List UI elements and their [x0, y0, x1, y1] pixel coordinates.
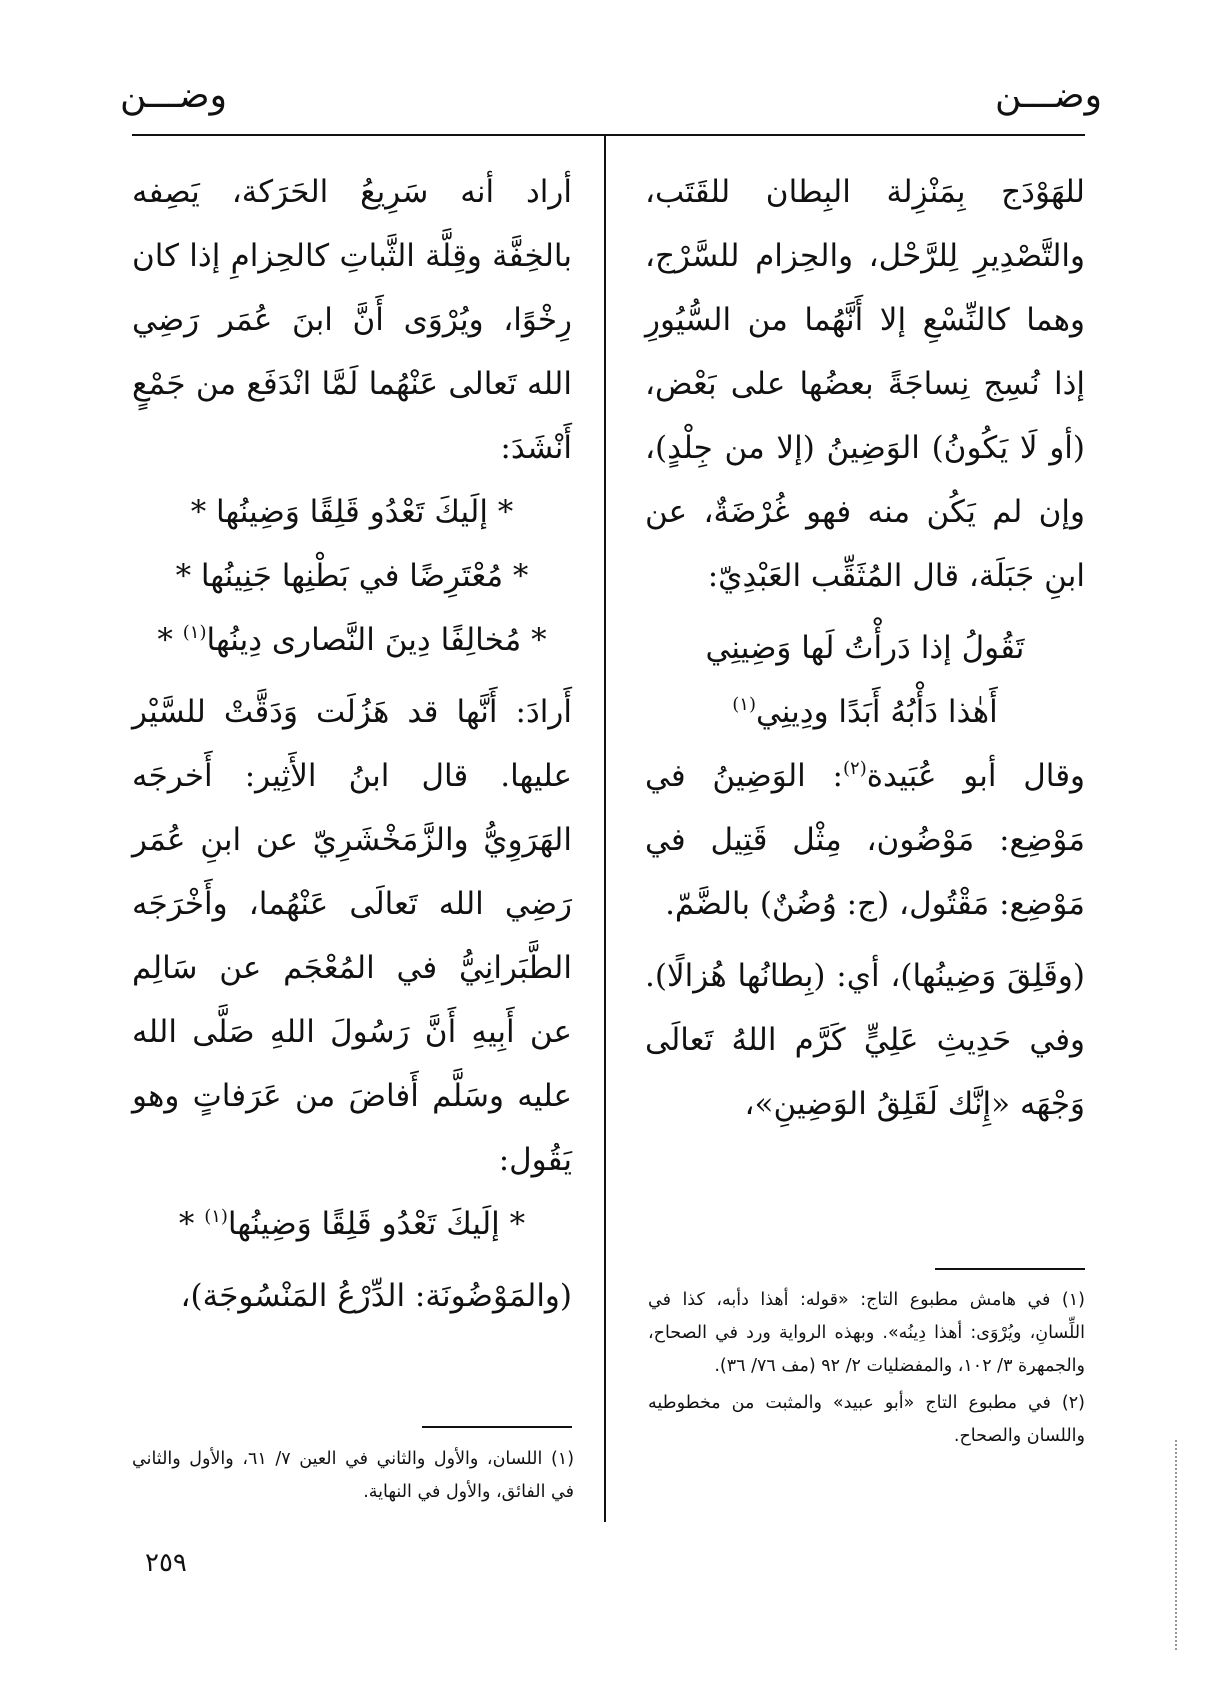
- left-verse-4: [132, 1192, 572, 1256]
- right-paragraph-2-start: وقال أبو عُبَيدة: [866, 758, 1085, 794]
- right-footnote-rule: [935, 1268, 1085, 1270]
- left-verse-3: [132, 608, 572, 672]
- scan-edge-marks: [1175, 1440, 1179, 1650]
- left-verse-3-text: * مُخالِفًا دِينَ النَّصارى دِينُها: [206, 622, 547, 658]
- column-divider: [604, 136, 606, 1522]
- right-footnotes: [648, 1284, 1085, 1457]
- right-verse-2: [645, 680, 1085, 744]
- left-verse-2: * مُعْتَرِضًا في بَطْنِها جَنِينُها *: [175, 558, 529, 594]
- right-paragraph-2-rest: : الوَضِينُ في مَوْضِع: مَوْضُون، مِثْل قَتِيل في مَوْضِع: مَقْتُول، (ج: وُضُنٌ) بالضَّمّ.: [645, 758, 1085, 922]
- right-paragraph-2: [645, 744, 1085, 936]
- footnote-ref: (١): [204, 1206, 228, 1227]
- left-paragraph-1: أراد أنه سَرِيعُ الحَرَكة، يَصِفه بالخِفَّة وقِلَّة الثَّباتِ كالحِزامِ إذا كان رِخْوًا، ويُرْوَى أَنَّ ابنَ عُمَر رَضِي الله تَعالى عَنْهُما لَمَّا انْدَفَع من جَمْعٍ أَنْشَدَ:: [132, 174, 572, 466]
- left-paragraph-2: أَرادَ: أَنَّها قد هَزُلَت وَدَقَّتْ للسَّيْر عليها. قال ابنُ الأَثِير: أَخرجَه الهَرَوِيُّ والزَّمَخْشَرِيّ عن ابنِ عُمَر رَضِي الله تَعالَى عَنْهُما، وأَخْرَجَه الطَّبَرانِيُّ في المُعْجَم عن سَالِم عن أَبِيهِ أَنَّ رَسُولَ اللهِ صَلَّى الله عليه وسَلَّم أَفاضَ من عَرَفاتٍ وهو يَقُول:: [132, 694, 572, 1178]
- header-rule: [132, 134, 1085, 136]
- right-paragraph-1: للهَوْدَج بِمَنْزِلة البِطان للقَتَب، والتَّصْدِيرِ لِلرَّحْل، والحِزام للسَّرْج، وهما كالنِّسْعِ إلا أَنَّهُما من السُّيُورِ إذا نُسِج نِساجَةً بعضُها على بَعْض، (أو لَا يَكُونُ) الوَضِينُ (إلا من جِلْدٍ)، وإن لم يَكُن منه فهو غُرْضَةٌ، عن ابنِ جَبَلَة، قال المُثَقِّب العَبْدِيّ:: [645, 174, 1085, 594]
- right-verse-2-text: أَهٰذا دَأْبُهُ أَبَدًا ودِينِي: [755, 694, 998, 730]
- right-footnote-2: (٢) في مطبوع التاج «أبو عبيد» والمثبت من مخطوطيه واللسان والصحاح.: [648, 1393, 1085, 1446]
- footnote-ref: (٢): [842, 758, 867, 779]
- right-column: [645, 160, 1085, 1136]
- page-number: ٢٥٩: [145, 1548, 187, 1578]
- left-column: [132, 160, 572, 1328]
- footnote-ref: (١): [182, 622, 207, 643]
- right-footnote-1: (١) في هامش مطبوع التاج: «قوله: أهذا دأبه، كذا في اللِّسانِ، ويُرْوَى: أهذا دِينُه». وبهذه الرواية ورد في الصحاح، والجمهرة ٣/ ١٠٢، والمفضليات ٢/ ٩٢ (مف ٧٦/ ٣٦).: [648, 1290, 1085, 1376]
- footnote-ref: (١): [732, 694, 756, 715]
- page-header-left: وضـــن: [120, 75, 227, 116]
- left-footnote-1: (١) اللسان، والأول والثاني في العين ٧/ ٦١، والأول والثاني في الفائق، والأول في النهاية.: [132, 1449, 575, 1502]
- left-footnotes: [132, 1443, 574, 1513]
- left-verse-3-end: *: [157, 622, 183, 658]
- left-verse-4-text: * إلَيكَ تَعْدُو قَلِقًا وَضِينُها: [227, 1206, 526, 1242]
- left-verse-1: * إلَيكَ تَعْدُو قَلِقًا وَضِينُها *: [190, 494, 514, 530]
- left-paragraph-3: (والمَوْضُونَة: الدِّرْعُ المَنْسُوجَة)،: [180, 1278, 572, 1314]
- left-footnote-rule: [422, 1426, 572, 1428]
- right-paragraph-3: (وقَلِقَ وَضِينُها)، أي: (بِطانُها هُزالًا). وفي حَدِيثِ عَلِيٍّ كَرَّم اللهُ تَعالَى وَجْهَه «إِنَّك لَقَلِقُ الوَضِينِ»،: [645, 958, 1085, 1122]
- left-verse-4-end: *: [178, 1206, 205, 1242]
- page-header-right: وضـــن: [995, 75, 1102, 116]
- right-verse-1: تَقُولُ إذا دَرأْتُ لَها وَضِينِي: [705, 630, 1025, 666]
